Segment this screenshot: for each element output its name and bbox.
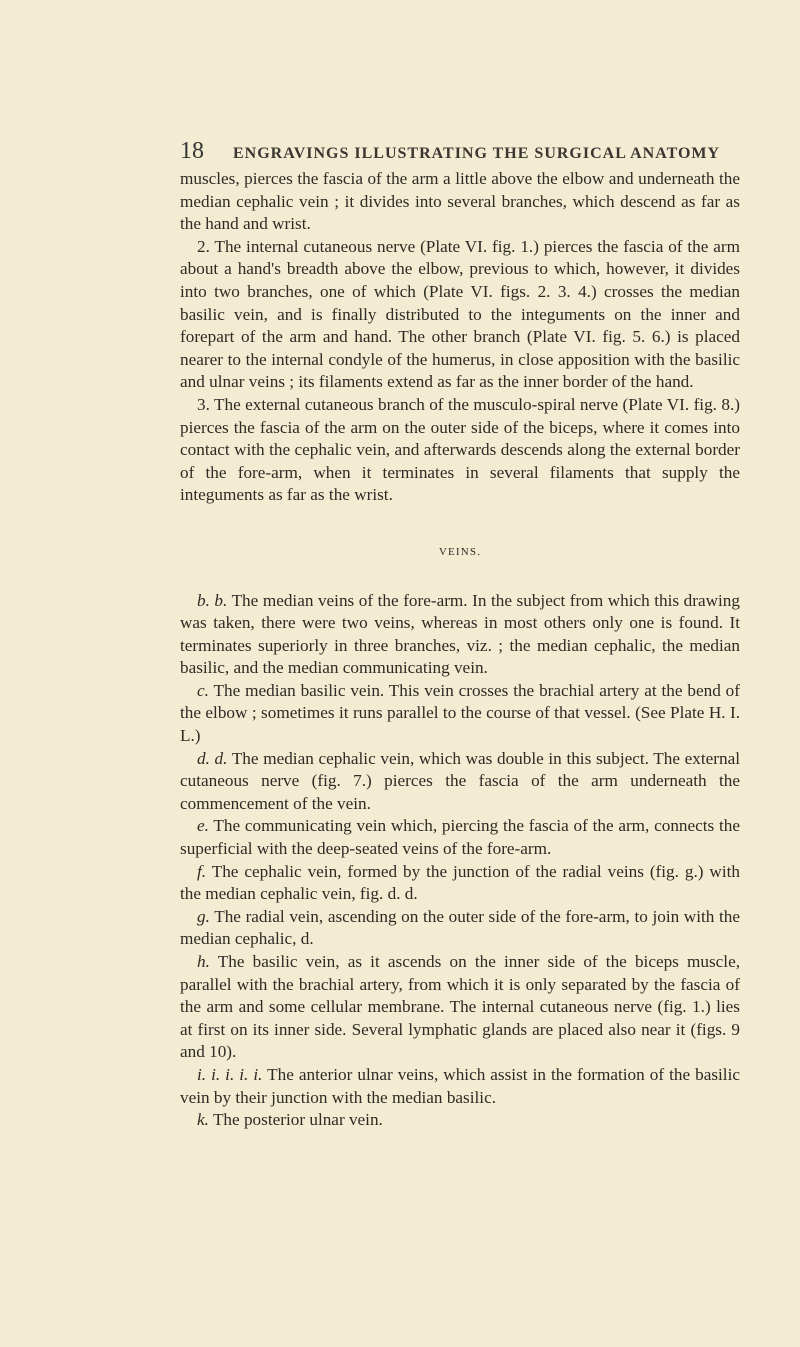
page-number: 18 xyxy=(180,138,204,164)
vein-entry xyxy=(180,906,740,951)
vein-label: c. xyxy=(197,680,209,700)
running-title: ENGRAVINGS ILLUSTRATING THE SURGICAL ANATOMY xyxy=(233,145,721,162)
nerve-paragraph-internal-cutaneous: 2. The internal cutaneous nerve (Plate VI. fig. 1.) pierces the fascia of the arm about a hand's breadth above the elbow, previous to which, however, it divides into two branches, one of which (Plate VI. figs. 2. 3. 4.) crosses the median basilic vein, and is finally distributed to the integuments on the inner and forepart of the arm and hand. The other branch (Plate VI. fig. 5. 6.) is placed nearer to the internal condyle of the humerus, in close apposition with the basilic and ulnar veins ; its filaments extend as far as the inner border of the hand. xyxy=(180,236,740,392)
vein-label: b. b. xyxy=(197,590,228,610)
vein-entry xyxy=(180,1064,740,1109)
vein-entry xyxy=(180,748,740,816)
vein-label: k. xyxy=(197,1110,209,1130)
nerve-paragraph-continuation: muscles, pierces the fascia of the arm a little above the elbow and underneath the median cephalic vein ; it divides into several branches, which descend as far as the hand and wrist. xyxy=(180,169,740,234)
body-text xyxy=(180,168,740,1132)
vein-label: d. d. xyxy=(197,748,228,768)
vein-description: The median basilic vein. This vein crosses the brachial artery at the bend of the elbow ; sometimes it runs parallel to the course of that vessel. (See Plate H. I. L.) xyxy=(180,680,740,746)
vein-description: The radial vein, ascending on the outer side of the fore-arm, to join with the median cephalic, d. xyxy=(180,906,740,949)
vein-label: h. xyxy=(197,952,210,971)
vein-entry xyxy=(180,861,740,906)
vein-label: f. xyxy=(197,861,207,881)
vein-description: The cephalic vein, formed by the junction of the radial veins (fig. g.) with the median cephalic vein, fig. d. d. xyxy=(180,861,740,904)
vein-entry xyxy=(180,815,740,860)
vein-label: e. xyxy=(197,816,209,836)
vein-label: g. xyxy=(197,906,210,926)
vein-entry xyxy=(180,680,740,748)
vein-entry xyxy=(180,1109,740,1132)
nerve-paragraph-external-cutaneous: 3. The external cutaneous branch of the musculo-spiral nerve (Plate VI. fig. 8.) pierces the fascia of the arm on the outer side of the biceps, where it comes into contact with the cephalic vein, and afterwards descends along the external border of the fore-arm, when it terminates in several filaments that supply the integuments as far as the wrist. xyxy=(180,394,740,505)
vein-description: The median veins of the fore-arm. In the subject from which this drawing was taken, there were two veins, whereas in most others only one is found. It terminates superiorly in three branches, viz. ; the median cephalic, the median basilic, and the median communicating vein. xyxy=(180,590,740,678)
vein-description: The communicating vein which, piercing the fascia of the arm, connects the superficial with the deep-seated veins of the fore-arm. xyxy=(180,816,740,859)
vein-description: The posterior ulnar vein. xyxy=(212,1110,383,1130)
page-header xyxy=(180,138,740,165)
vein-label: i. i. i. i. i. xyxy=(197,1064,263,1084)
section-heading-veins: VEINS. xyxy=(438,545,482,558)
vein-description: The anterior ulnar veins, which assist in the formation of the basilic vein by their junction with the median basilic. xyxy=(180,1064,740,1107)
vein-description: The basilic vein, as it ascends on the inner side of the biceps muscle, parallel with the brachial artery, from which it is only separated by the fascia of the arm and some cellular membrane. The internal cutaneous nerve (fig. 1.) lies at first on its inner side. Several lymphatic glands are placed also near it (figs. 9 and 10). xyxy=(180,952,740,1062)
vein-description: The median cephalic vein, which was double in this subject. The external cutaneous nerve (fig. 7.) pierces the fascia of the arm underneath the commencement of the vein. xyxy=(180,748,741,813)
vein-entry xyxy=(180,590,740,680)
vein-entry xyxy=(180,951,740,1064)
